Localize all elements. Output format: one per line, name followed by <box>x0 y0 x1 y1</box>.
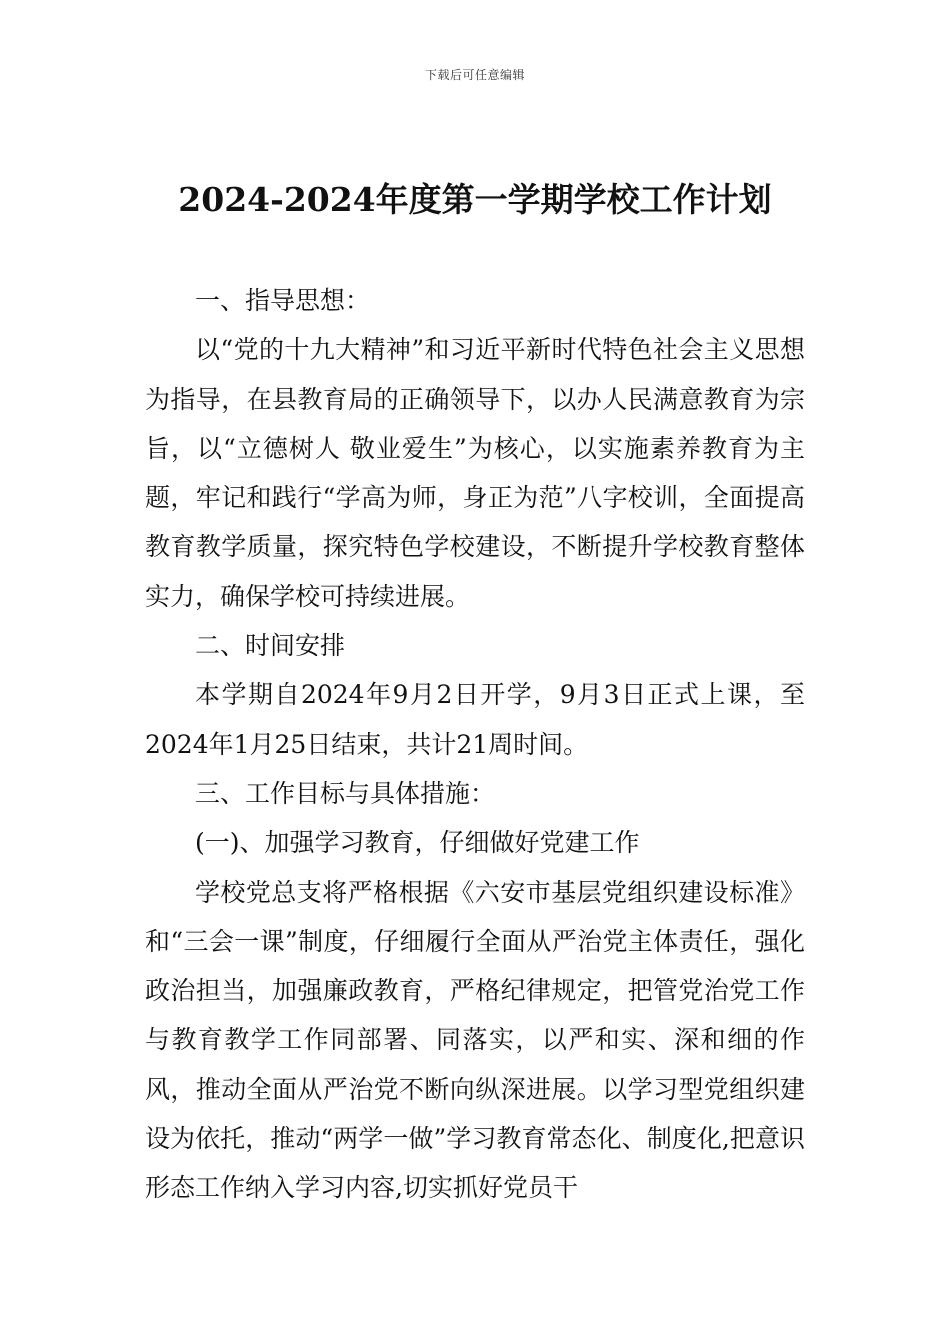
document-body <box>145 276 805 1213</box>
paragraph-guiding-ideology: 以“党的十九大精神”和习近平新时代特色社会主义思想为指导，在县教育局的正确领导下，以办人民满意教育为宗旨，以“立德树人 敬业爱生”为核心，以实施素养教育为主题，牢记和践行“学高为师，身正为范”八字校训，全面提高教育教学质量，探究特色学校建设，不断提升学校教育整体实力，确保学校可持续进展。 <box>145 335 805 611</box>
document-title: 2024-2024年度第一学期学校工作计划 <box>178 180 772 219</box>
subheading-party-building: (一)、加强学习教育，仔细做好党建工作 <box>195 828 640 858</box>
paragraph-schedule: 本学期自2024年9月2日开学，9月3日正式上课，至2024年1月25日结束，共计21周时间。 <box>145 680 805 759</box>
heading-schedule: 二、时间安排 <box>195 631 346 661</box>
heading-goals-measures: 三、工作目标与具体措施： <box>195 778 496 808</box>
paragraph-party-building: 学校党总支将严格根据《六安市基层党组织建设标准》和“三会一课”制度，仔细履行全面从严治党主体责任，强化政治担当，加强廉政教育，严格纪律规定，把管党治党工作与教育教学工作同部署、同落实，以严和实、深和细的作风，推动全面从严治党不断向纵深进展。以学习型党组织建设为依托，推动“两学一做”学习教育常态化、制度化,把意识形态工作纳入学习内容,切实抓好党员干 <box>145 877 805 1203</box>
heading-guiding-ideology: 一、指导思想： <box>195 286 371 315</box>
header-note: 下载后可任意编辑 <box>424 68 525 82</box>
